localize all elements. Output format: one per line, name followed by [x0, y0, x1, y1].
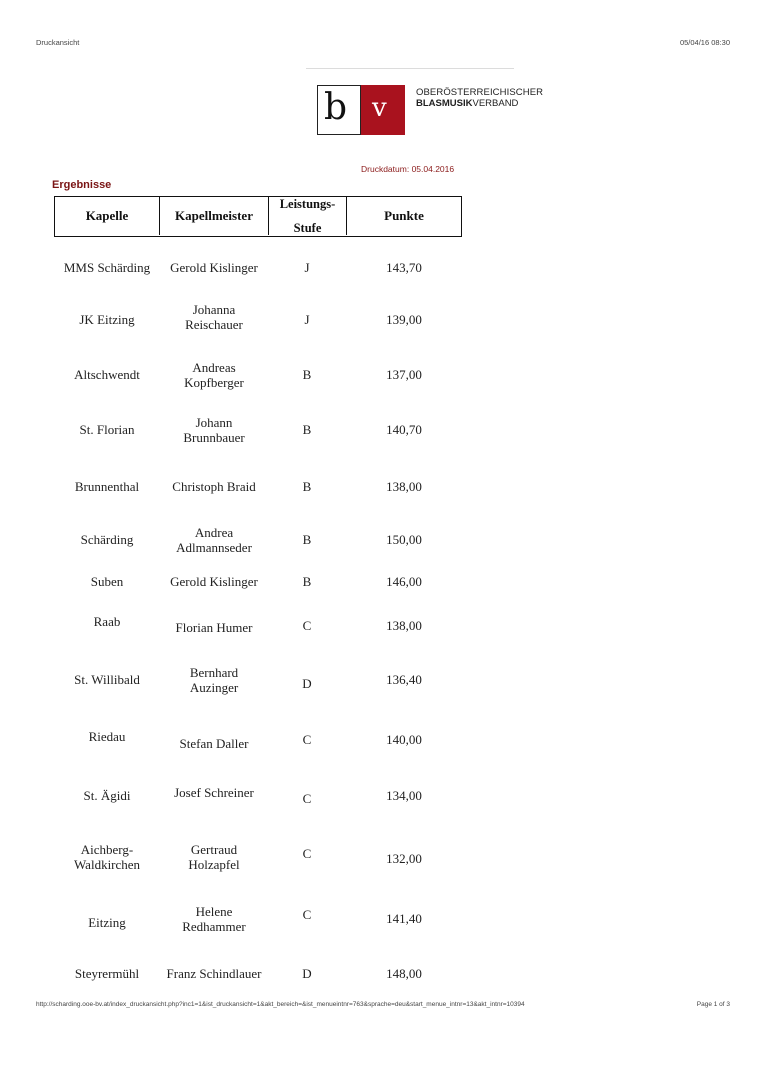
cell-kapelle	[54, 788, 160, 804]
cell-punkte	[346, 367, 462, 383]
cell-line: C	[302, 732, 312, 748]
print-date-value: 05.04.2016	[411, 164, 455, 174]
cell-stufe	[268, 367, 346, 383]
cell-kapelle	[54, 532, 160, 548]
cell-line: Auzinger	[189, 680, 239, 695]
cell-line: 140,70	[386, 422, 422, 438]
cell-stufe	[268, 532, 346, 548]
header-stufe-line2: Stufe	[293, 221, 322, 235]
logo-text-rest: VERBAND	[472, 98, 519, 109]
cell-line: 143,70	[386, 260, 422, 276]
cell-line: Holzapfel	[188, 857, 240, 872]
cell-line: J	[304, 312, 310, 328]
cell-kapelle	[54, 614, 160, 630]
cell-line: Johanna	[192, 301, 236, 317]
cell-line: B	[302, 422, 312, 438]
cell-line: Steyrermühl	[74, 966, 140, 982]
cell-punkte	[346, 851, 462, 867]
cell-line: B	[302, 574, 312, 590]
cell-line: Kopfberger	[184, 375, 244, 390]
cell-line: Gerold Kislinger	[170, 574, 258, 590]
cell-kapellmeister	[158, 966, 270, 982]
cell-kapelle	[54, 312, 160, 328]
cell-line: 138,00	[386, 479, 422, 495]
cell-kapellmeister	[158, 904, 270, 935]
cell-kapellmeister	[158, 785, 270, 801]
cell-kapellmeister	[158, 525, 270, 556]
cell-line: 136,40	[386, 672, 422, 688]
cell-kapellmeister	[158, 620, 270, 636]
cell-punkte	[346, 788, 462, 804]
cell-punkte	[346, 422, 462, 438]
table-header	[54, 196, 462, 237]
cell-kapellmeister	[158, 260, 270, 276]
cell-line: J	[304, 260, 310, 276]
cell-line: JK Eitzing	[79, 312, 135, 328]
cell-line: 139,00	[386, 312, 422, 328]
cell-kapelle	[54, 842, 160, 873]
cell-punkte	[346, 260, 462, 276]
cell-line: D	[302, 676, 312, 692]
logo-flat-symbol: b	[324, 87, 348, 128]
print-footer-page: Page 1 of 3	[696, 1001, 730, 1008]
cell-kapellmeister	[158, 415, 270, 446]
cell-line: 132,00	[386, 851, 422, 867]
cell-kapelle	[54, 729, 160, 745]
cell-stufe	[268, 618, 346, 634]
cell-line: Brunnbauer	[183, 430, 245, 445]
cell-punkte	[346, 672, 462, 688]
cell-punkte	[346, 732, 462, 748]
cell-line: Josef Schreiner	[174, 785, 254, 801]
cell-stufe	[268, 791, 346, 807]
cell-line: Eitzing	[88, 915, 126, 931]
cell-line: Helene	[195, 903, 233, 919]
cell-stufe	[268, 676, 346, 692]
cell-kapelle	[54, 574, 160, 590]
cell-kapelle	[54, 915, 160, 931]
cell-line: C	[302, 846, 312, 862]
logo-text-line1: OBERÖSTERREICHISCHER	[416, 87, 544, 98]
logo-divider	[306, 68, 514, 69]
cell-line: C	[302, 618, 312, 634]
cell-line: MMS Schärding	[63, 260, 151, 276]
header-stufe-line1: Leistungs-	[279, 197, 336, 211]
cell-kapellmeister	[158, 736, 270, 752]
logo	[306, 68, 544, 138]
cell-line: B	[302, 532, 312, 548]
cell-line: Christoph Braid	[172, 479, 256, 495]
cell-kapellmeister	[158, 842, 270, 873]
header-kapellmeister: Kapellmeister	[175, 208, 253, 223]
cell-kapellmeister	[158, 360, 270, 391]
cell-kapelle	[54, 966, 160, 982]
cell-punkte	[346, 532, 462, 548]
cell-line: 146,00	[386, 574, 422, 590]
cell-line: C	[302, 791, 312, 807]
cell-line: B	[302, 367, 312, 383]
cell-stufe	[268, 907, 346, 923]
cell-line: Altschwendt	[74, 367, 140, 383]
cell-line: Andreas	[192, 359, 236, 375]
print-date	[361, 164, 454, 174]
cell-line: Stefan Daller	[179, 736, 249, 752]
cell-line: Franz Schindlauer	[166, 966, 262, 982]
logo-text-line2	[416, 98, 518, 109]
print-header-timestamp: 05/04/16 08:30	[679, 38, 730, 47]
cell-kapelle	[54, 260, 160, 276]
cell-kapellmeister	[158, 665, 270, 696]
cell-line: Suben	[90, 574, 124, 590]
cell-line: 138,00	[386, 618, 422, 634]
cell-line: St. Willibald	[74, 672, 140, 688]
cell-line: 150,00	[386, 532, 422, 548]
header-kapelle: Kapelle	[85, 208, 129, 223]
cell-line: Waldkirchen	[73, 857, 141, 872]
cell-line: St. Ägidi	[83, 788, 131, 804]
section-title: Ergebnisse	[52, 179, 112, 191]
cell-line: Bernhard	[189, 664, 239, 680]
cell-stufe	[268, 312, 346, 328]
cell-stufe	[268, 966, 346, 982]
cell-line: Aichberg-	[80, 841, 134, 857]
cell-line: Gerold Kislinger	[170, 260, 258, 276]
cell-line: St. Florian	[79, 422, 135, 438]
cell-kapelle	[54, 479, 160, 495]
cell-kapellmeister	[158, 479, 270, 495]
cell-line: Raab	[93, 614, 121, 630]
cell-punkte	[346, 966, 462, 982]
cell-stufe	[268, 574, 346, 590]
cell-line: Redhammer	[182, 919, 246, 934]
cell-line: D	[302, 966, 312, 982]
cell-line: 148,00	[386, 966, 422, 982]
cell-line: 141,40	[386, 911, 422, 927]
print-header-title: Druckansicht	[36, 38, 80, 47]
cell-kapellmeister	[158, 574, 270, 590]
print-date-label: Druckdatum:	[361, 164, 410, 174]
cell-line: 134,00	[386, 788, 422, 804]
cell-punkte	[346, 618, 462, 634]
cell-line: C	[302, 907, 312, 923]
cell-stufe	[268, 846, 346, 862]
cell-punkte	[346, 574, 462, 590]
cell-line: Gertraud	[190, 841, 238, 857]
cell-line: Schärding	[80, 532, 134, 548]
cell-kapelle	[54, 367, 160, 383]
cell-line: 137,00	[386, 367, 422, 383]
cell-line: B	[302, 479, 312, 495]
cell-kapellmeister	[158, 302, 270, 333]
cell-punkte	[346, 911, 462, 927]
cell-kapelle	[54, 672, 160, 688]
cell-punkte	[346, 312, 462, 328]
cell-stufe	[268, 260, 346, 276]
cell-kapelle	[54, 422, 160, 438]
logo-v-symbol: v	[372, 93, 387, 123]
cell-line: Florian Humer	[175, 620, 253, 636]
cell-line: Johann	[195, 414, 233, 430]
logo-text-bold: BLASMUSIK	[416, 98, 473, 109]
cell-line: Reischauer	[185, 317, 243, 332]
cell-line: Andrea	[194, 524, 234, 540]
cell-line: Brunnenthal	[74, 479, 140, 495]
header-punkte: Punkte	[384, 208, 424, 223]
header-stufe	[269, 197, 346, 235]
cell-line: Adlmannseder	[176, 540, 252, 555]
cell-line: 140,00	[386, 732, 422, 748]
cell-stufe	[268, 422, 346, 438]
cell-punkte	[346, 479, 462, 495]
cell-line: Riedau	[88, 729, 126, 745]
cell-stufe	[268, 732, 346, 748]
cell-stufe	[268, 479, 346, 495]
print-footer-url: http://scharding.ooe-bv.at/index_druckansicht.php?inc1=1&ist_druckansicht=1&akt_bereich=&ist_menueintnr=763&sprache=deu&start_menue_intnr=13&akt_intnr=10394	[36, 1001, 525, 1008]
